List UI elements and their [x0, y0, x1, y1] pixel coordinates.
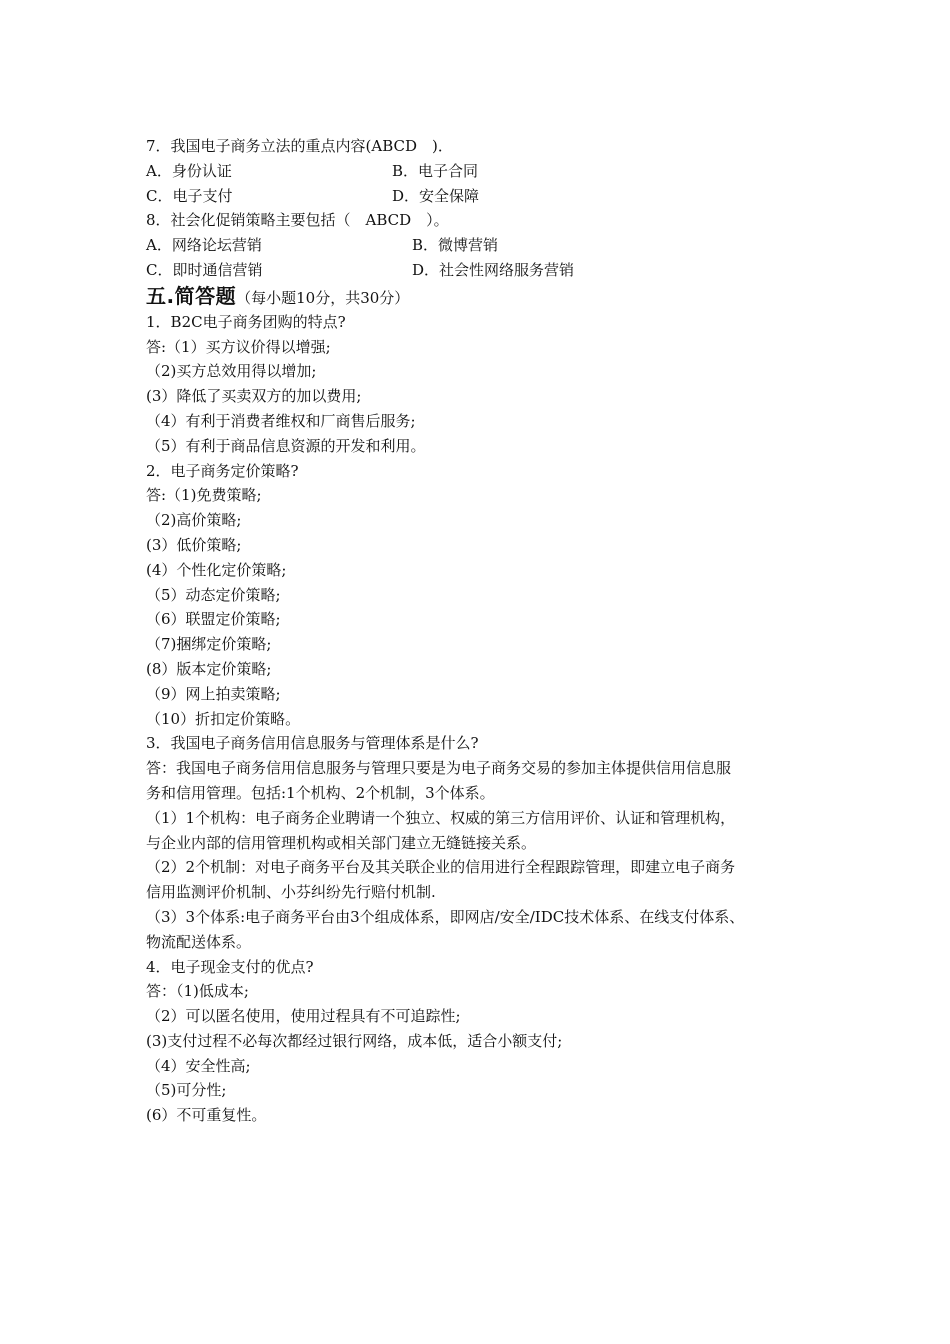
answer-line: (3）降低了买卖双方的加以费用;	[146, 387, 362, 406]
answer-line: 与企业内部的信用管理机构或相关部门建立无缝链接关系。	[146, 833, 537, 852]
question-8-options-row-2	[146, 258, 836, 283]
answer-line: (3）低价策略;	[146, 535, 242, 554]
answer-line: 物流配送体系。	[146, 932, 252, 951]
option-c: C．即时通信营销	[146, 260, 263, 279]
answer-line: （2)买方总效用得以增加;	[146, 362, 317, 381]
option-d: D．安全保障	[392, 186, 480, 205]
answer-line: 答：（1)低成本;	[146, 982, 249, 1001]
answer-line: 务和信用管理。包括:1个机构、2个机制，3个体系。	[146, 783, 495, 802]
answer-line: (4）个性化定价策略;	[146, 560, 287, 579]
question-7-options-row-2	[146, 184, 836, 209]
option-a: A．身份认证	[146, 161, 232, 180]
answer-line: （2)高价策略;	[146, 511, 242, 530]
answer-line: (3)支付过程不必每次都经过银行网络，成本低，适合小额支付;	[146, 1031, 563, 1050]
answer-4-question: 4．电子现金支付的优点?	[146, 957, 314, 976]
answer-line: 答：我国电子商务信用信息服务与管理只要是为电子商务交易的参加主体提供信用信息服	[146, 759, 732, 778]
answer-line: （1）1个机构：电子商务企业聘请一个独立、权威的第三方信用评价、认证和管理机构，	[146, 808, 736, 827]
answer-line: 答:（1）买方议价得以增强;	[146, 337, 331, 356]
answer-line: (8）版本定价策略;	[146, 659, 272, 678]
answer-line: （5）有利于商品信息资源的开发和利用。	[146, 436, 426, 455]
option-b: B．电子合同	[392, 161, 479, 180]
answer-line: （9）网上拍卖策略;	[146, 684, 281, 703]
answer-line: （7)捆绑定价策略;	[146, 635, 272, 654]
answer-line: （2）可以匿名使用，使用过程具有不可追踪性;	[146, 1007, 461, 1026]
option-b: B．微博营销	[412, 236, 499, 255]
answer-line: （10）折扣定价策略。	[146, 709, 301, 728]
answer-line: （2）2个机制：对电子商务平台及其关联企业的信用进行全程跟踪管理，即建立电子商务	[146, 858, 736, 877]
answer-2-question: 2．电子商务定价策略?	[146, 461, 299, 480]
document-page	[146, 134, 836, 1128]
answer-line: （5）动态定价策略;	[146, 585, 281, 604]
section-title: 五.简答题	[146, 283, 237, 308]
option-c: C．电子支付	[146, 186, 233, 205]
question-8: 8．社会化促销策略主要包括（ ABCD ）。	[146, 211, 449, 230]
answer-line: 答:（1)免费策略;	[146, 486, 262, 505]
answer-line: （3）3个体系:电子商务平台由3个组成体系，即网店/安全/IDC技术体系、在线支付体系、	[146, 907, 745, 926]
answer-3-question: 3．我国电子商务信用信息服务与管理体系是什么?	[146, 734, 479, 753]
answer-line: （4）安全性高;	[146, 1056, 251, 1075]
option-d: D．社会性网络服务营销	[412, 260, 575, 279]
question-8-options-row-1	[146, 233, 836, 258]
answer-line: （5)可分性;	[146, 1081, 227, 1100]
question-7-options-row-1	[146, 159, 836, 184]
answer-line: (6）不可重复性。	[146, 1106, 267, 1125]
question-7: 7．我国电子商务立法的重点内容(ABCD )．	[146, 137, 453, 155]
answer-1-question: 1．B2C电子商务团购的特点?	[146, 312, 346, 331]
answer-line: （6）联盟定价策略;	[146, 610, 281, 629]
option-a: A．网络论坛营销	[146, 236, 262, 255]
answer-line: （4）有利于消费者维权和厂商售后服务;	[146, 411, 416, 430]
section-heading	[146, 283, 836, 310]
answer-line: 信用监测评价机制、小芬纠纷先行赔付机制.	[146, 883, 436, 902]
section-note: （每小题10分，共30分）	[236, 288, 410, 307]
